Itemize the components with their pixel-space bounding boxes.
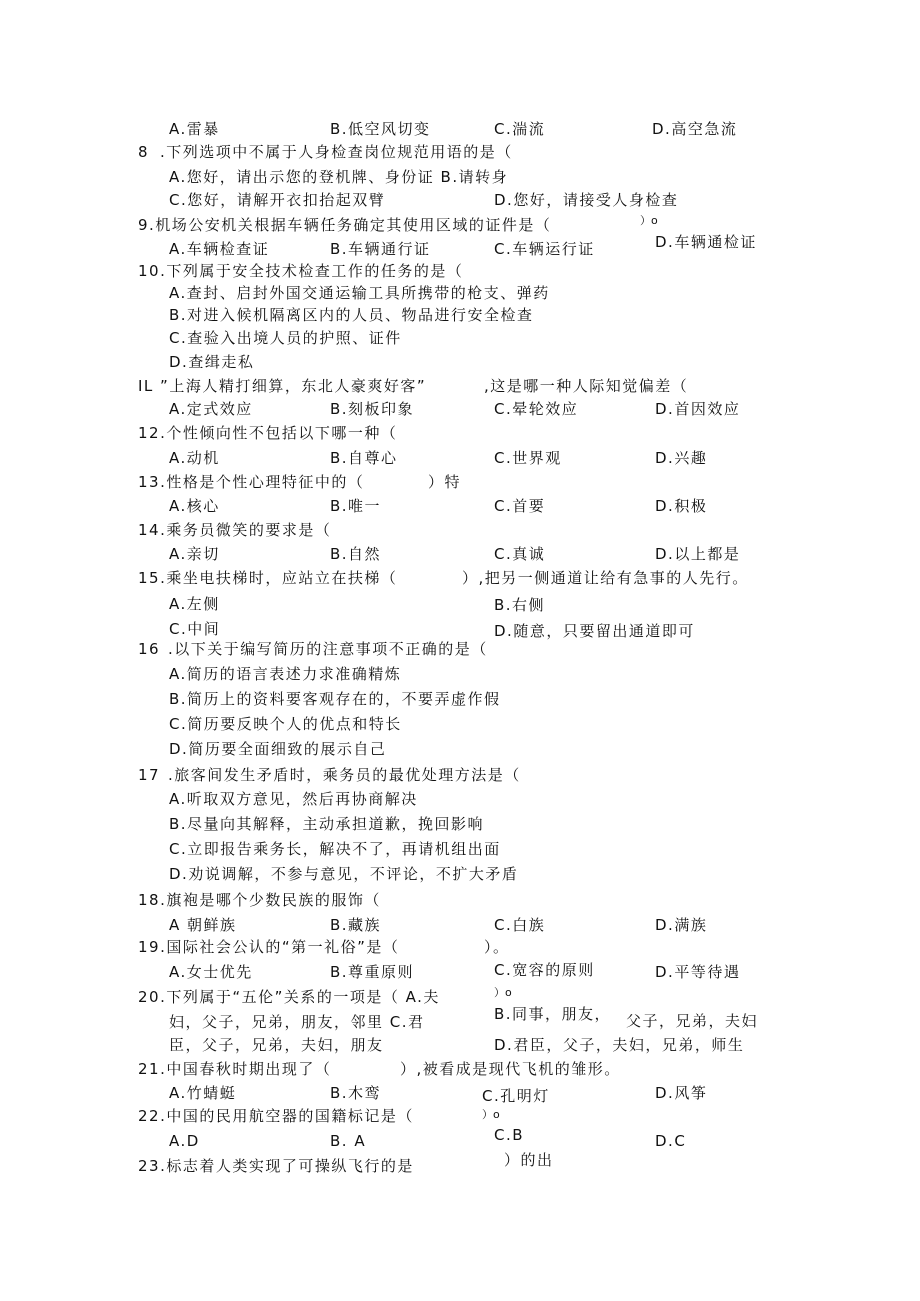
q9-option-a: A.车辆检查证 bbox=[169, 240, 270, 258]
q16-option-c: C.简历要反映个人的优点和特长 bbox=[169, 715, 402, 733]
q18-stem: 18.旗袍是哪个少数民族的服饰（ bbox=[138, 891, 381, 909]
q8-option-a: A.您好，请出示您的登机牌、身份证 B.请转身 bbox=[169, 168, 509, 186]
q15-option-c: C.中间 bbox=[169, 620, 221, 638]
q7-option-b: B.低空风切变 bbox=[330, 120, 431, 138]
q11-option-c: C.晕轮效应 bbox=[494, 400, 579, 418]
q9-stem: 9.机场公安机关根据车辆任务确定其使用区域的证件是（ bbox=[138, 216, 552, 234]
q19-option-c: C.宽容的原则 bbox=[494, 961, 595, 979]
q9-option-b: B.车辆通行证 bbox=[330, 240, 431, 258]
q17-stem: .旅客间发生矛盾时，乘务员的最优处理方法是（ bbox=[168, 766, 521, 784]
q19-stem-tail: ）。 bbox=[484, 938, 510, 956]
q22-option-a: A.D bbox=[169, 1132, 200, 1150]
q13-stem-tail: ）特 bbox=[428, 473, 462, 491]
q7-option-d: D.高空急流 bbox=[652, 120, 738, 138]
q22-stem: 22.中国的民用航空器的国籍标记是（ bbox=[138, 1107, 414, 1125]
q13-option-d: D.积极 bbox=[655, 497, 708, 515]
q16-stem: .以下关于编写简历的注意事项不正确的是（ bbox=[168, 640, 488, 658]
q8-number: 8 bbox=[138, 143, 150, 161]
q22-option-d: D.C bbox=[655, 1132, 687, 1150]
q11-stem-tail: ,这是哪一种人际知觉偏差（ bbox=[484, 377, 689, 395]
q14-stem: 14.乘务员微笑的要求是（ bbox=[138, 521, 332, 539]
q7-option-c: C.湍流 bbox=[494, 120, 546, 138]
q21-stem-tail: ）,被看成是现代飞机的雏形。 bbox=[400, 1060, 621, 1078]
q17-option-d: D.劝说调解，不参与意见，不评论，不扩大矛盾 bbox=[169, 865, 519, 883]
q16-option-a: A.简历的语言表述力求准确精炼 bbox=[169, 665, 402, 683]
q10-option-b: B.对进入候机隔离区内的人员、物品进行安全检查 bbox=[169, 306, 534, 324]
q21-stem: 21.中国春秋时期出现了（ bbox=[138, 1060, 332, 1078]
q8-stem: .下列选项中不属于人身检查岗位规范用语的是（ bbox=[160, 143, 513, 161]
q22-stem-tail: ）o bbox=[482, 1108, 500, 1121]
q9-option-d: D.车辆通检证 bbox=[655, 233, 757, 251]
q10-option-c: C.查验入出境人员的护照、证件 bbox=[169, 329, 402, 347]
q14-option-a: A.亲切 bbox=[169, 545, 220, 563]
q20-option-b: B.同事，朋友， bbox=[494, 1005, 612, 1023]
q21-option-d: D.风筝 bbox=[655, 1084, 708, 1102]
q8-option-d: D.您好，请接受人身检查 bbox=[494, 191, 679, 209]
q9-option-c: C.车辆运行证 bbox=[494, 240, 595, 258]
q10-option-a: A.查封、启封外国交通运输工具所携带的枪支、弹药 bbox=[169, 284, 550, 302]
q22-option-c: C.B bbox=[494, 1126, 525, 1144]
q21-option-a: A.竹蜻蜓 bbox=[169, 1084, 237, 1102]
q10-option-d: D.查缉走私 bbox=[169, 353, 255, 371]
q15-stem: 15.乘坐电扶梯时，应站立在扶梯（ bbox=[138, 569, 398, 587]
q14-option-d: D.以上都是 bbox=[655, 545, 741, 563]
q11-stem: IL ”上海人精打细算，东北人豪爽好客” bbox=[138, 377, 427, 395]
q18-option-d: D.满族 bbox=[655, 916, 708, 934]
q13-option-a: A.核心 bbox=[169, 497, 220, 515]
q15-stem-tail: ）,把另一侧通道让给有急事的人先行。 bbox=[462, 569, 749, 587]
q18-option-c: C.白族 bbox=[494, 916, 546, 934]
q14-option-c: C.真诚 bbox=[494, 545, 546, 563]
q12-option-d: D.兴趣 bbox=[655, 449, 708, 467]
q12-stem: 12.个性倾向性不包括以下哪一种（ bbox=[138, 424, 398, 442]
q16-number: 16 bbox=[138, 640, 161, 658]
q16-option-d: D.简历要全面细致的展示自己 bbox=[169, 740, 387, 758]
q15-option-a: A.左侧 bbox=[169, 595, 220, 613]
q20-stem-tail: ）o bbox=[494, 986, 512, 999]
q16-option-b: B.简历上的资料要客观存在的，不要弄虚作假 bbox=[169, 690, 501, 708]
q14-option-b: B.自然 bbox=[330, 545, 382, 563]
q19-option-a: A.女士优先 bbox=[169, 963, 253, 981]
q19-stem: 19.国际社会公认的“第一礼俗”是（ bbox=[138, 938, 400, 956]
q8-option-c: C.您好，请解开衣扣抬起双臂 bbox=[169, 191, 386, 209]
q19-option-d: D.平等待遇 bbox=[655, 963, 741, 981]
q13-option-b: B.唯一 bbox=[330, 497, 382, 515]
q11-option-d: D.首因效应 bbox=[655, 400, 741, 418]
q20-option-b-cont: 父子，兄弟，夫妇 bbox=[626, 1012, 759, 1030]
q17-option-a: A.听取双方意见，然后再协商解决 bbox=[169, 790, 418, 808]
q11-option-b: B.刻板印象 bbox=[330, 400, 415, 418]
q11-option-a: A.定式效应 bbox=[169, 400, 253, 418]
q7-option-a: A.雷暴 bbox=[169, 120, 220, 138]
q9-stem-tail: ）o bbox=[640, 214, 658, 227]
q10-stem: 10.下列属于安全技术检查工作的任务的是（ bbox=[138, 262, 464, 280]
q18-option-b: B.藏族 bbox=[330, 916, 382, 934]
q20-stem: 20.下列属于“五伦”关系的一项是（ A.夫 bbox=[138, 988, 440, 1006]
q13-stem: 13.性格是个性心理特征中的（ bbox=[138, 473, 365, 491]
q19-option-b: B.尊重原则 bbox=[330, 963, 415, 981]
q20-option-d: D.君臣，父子，夫妇，兄弟，师生 bbox=[494, 1036, 745, 1054]
q15-option-b: B.右侧 bbox=[494, 596, 546, 614]
q21-option-b: B.木鸾 bbox=[330, 1084, 382, 1102]
q23-stem-tail: ）的出 bbox=[504, 1151, 554, 1169]
q20-option-line3: 臣，父子，兄弟，夫妇，朋友 bbox=[169, 1036, 384, 1054]
q15-option-d: D.随意，只要留出通道即可 bbox=[494, 622, 695, 640]
q17-option-b: B.尽量向其解释，主动承担道歉，挽回影响 bbox=[169, 815, 485, 833]
q12-option-a: A.动机 bbox=[169, 449, 220, 467]
q13-option-c: C.首要 bbox=[494, 497, 546, 515]
q17-number: 17 bbox=[138, 766, 161, 784]
q23-stem: 23.标志着人类实现了可操纵飞行的是 bbox=[138, 1157, 414, 1175]
q18-option-a: A 朝鲜族 bbox=[169, 916, 237, 934]
q20-option-line2: 妇，父子，兄弟，朋友，邻里 C.君 bbox=[169, 1013, 425, 1031]
q12-option-c: C.世界观 bbox=[494, 449, 562, 467]
q12-option-b: B.自尊心 bbox=[330, 449, 398, 467]
q17-option-c: C.立即报告乘务长，解决不了，再请机组出面 bbox=[169, 840, 501, 858]
q22-option-b: B. A bbox=[330, 1132, 367, 1150]
q21-option-c: C.孔明灯 bbox=[482, 1087, 550, 1105]
